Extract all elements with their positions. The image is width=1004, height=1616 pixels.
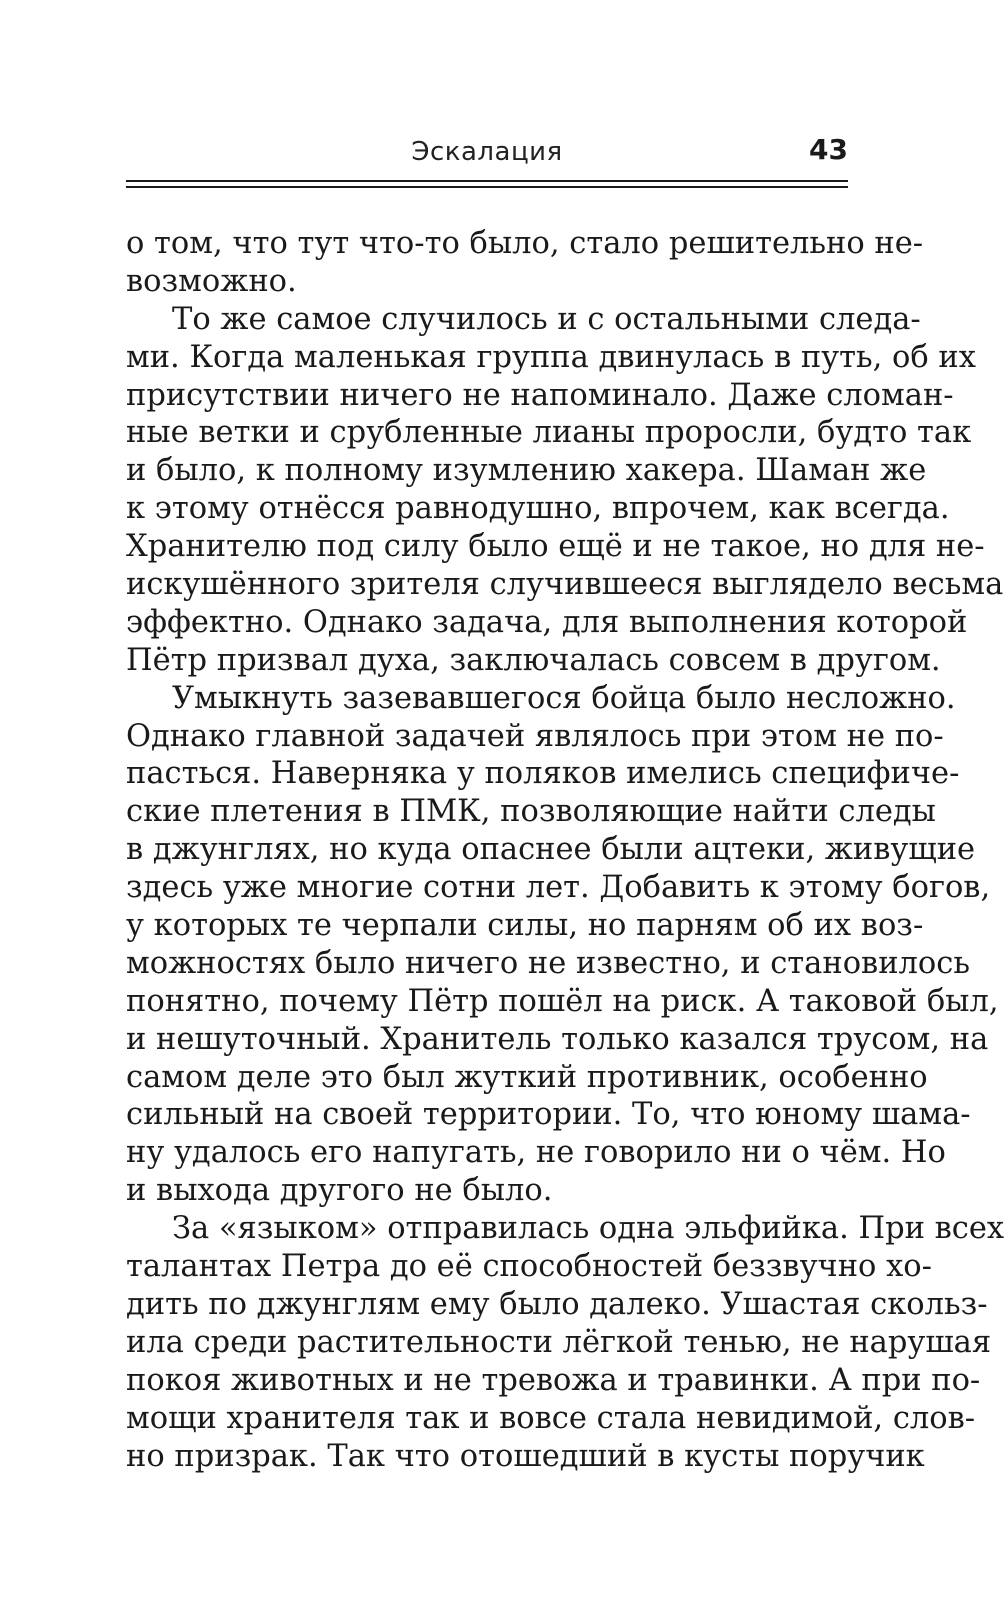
text-line: здесь уже многие сотни лет. Добавить к этому богов, <box>126 870 991 906</box>
text-line: к этому отнёсся равнодушно, впрочем, как всегда. <box>126 491 950 527</box>
text-line: ну удалось его напугать, не говорило ни о чём. Но <box>126 1135 946 1171</box>
text-line: мощи хранителя так и вовсе стала невидимой, слов- <box>126 1400 976 1436</box>
text-line: ила среди растительности лёгкой тенью, не нарушая <box>126 1324 992 1360</box>
text-line: ские плетения в ПМК, позволяющие найти следы <box>126 794 936 830</box>
text-line: у которых те черпали силы, но парням об их воз- <box>126 908 924 944</box>
paragraph <box>126 680 999 1210</box>
page-number: 43 <box>809 133 848 166</box>
text-line: дить по джунглям ему было далеко. Ушастая скольз- <box>126 1286 988 1322</box>
text-line: понятно, почему Пётр пошёл на риск. А таковой был, <box>126 983 999 1019</box>
text-line: и было, к полному изумлению хакера. Шаман же <box>126 453 927 489</box>
text-line: талантах Петра до её способностей беззвучно хо- <box>126 1249 932 1285</box>
text-line: самом деле это был жуткий противник, особенно <box>126 1059 928 1095</box>
text-line: Умыкнуть зазевавшегося бойца было несложно. <box>172 680 956 716</box>
text-line: сильный на своей территории. То, что юному шама- <box>126 1097 971 1133</box>
paragraph <box>126 225 924 301</box>
text-line: о том, что тут что-то было, стало решительно не- <box>126 226 924 261</box>
text-line: покоя животных и не тревожа и травинки. А при по- <box>126 1362 981 1398</box>
paragraph <box>126 1210 1004 1475</box>
text-line: искушённого зрителя случившееся выглядело весьма <box>126 567 1004 603</box>
text-line: пасться. Наверняка у поляков имелись специфиче- <box>126 756 960 792</box>
header-rule-top <box>126 180 848 182</box>
running-title: Эскалация <box>411 137 563 167</box>
text-line: То же самое случилось и с остальными следа- <box>172 301 921 337</box>
text-line: За «языком» отправилась одна эльфийка. При всех <box>172 1211 1004 1247</box>
text-line: Пётр призвал духа, заключалась совсем в другом. <box>126 642 941 678</box>
text-line: в джунглях, но куда опаснее были ацтеки, живущие <box>126 832 976 868</box>
text-line: но призрак. Так что отошедший в кусты поручик <box>126 1438 925 1474</box>
header-rule-bottom <box>126 186 848 188</box>
text-line: ми. Когда маленькая группа двинулась в путь, об их <box>126 339 976 375</box>
text-line: можностях было ничего не известно, и становилось <box>126 945 970 981</box>
text-line: и выхода другого не было. <box>126 1173 553 1209</box>
text-line: эффектно. Однако задача, для выполнения которой <box>126 604 968 640</box>
text-line: Хранителю под силу было ещё и не такое, но для не- <box>126 529 985 565</box>
text-line: присутствии ничего не напоминало. Даже сломан- <box>126 377 954 413</box>
running-head <box>126 131 848 171</box>
text-line: ные ветки и срубленные лианы проросли, будто так <box>126 415 972 451</box>
text-line: возможно. <box>126 263 297 299</box>
text-line: и нешуточный. Хранитель только казался трусом, на <box>126 1021 989 1057</box>
body-text <box>126 225 1004 1475</box>
text-line: Однако главной задачей являлось при этом не по- <box>126 718 944 754</box>
paragraph <box>126 301 1004 680</box>
